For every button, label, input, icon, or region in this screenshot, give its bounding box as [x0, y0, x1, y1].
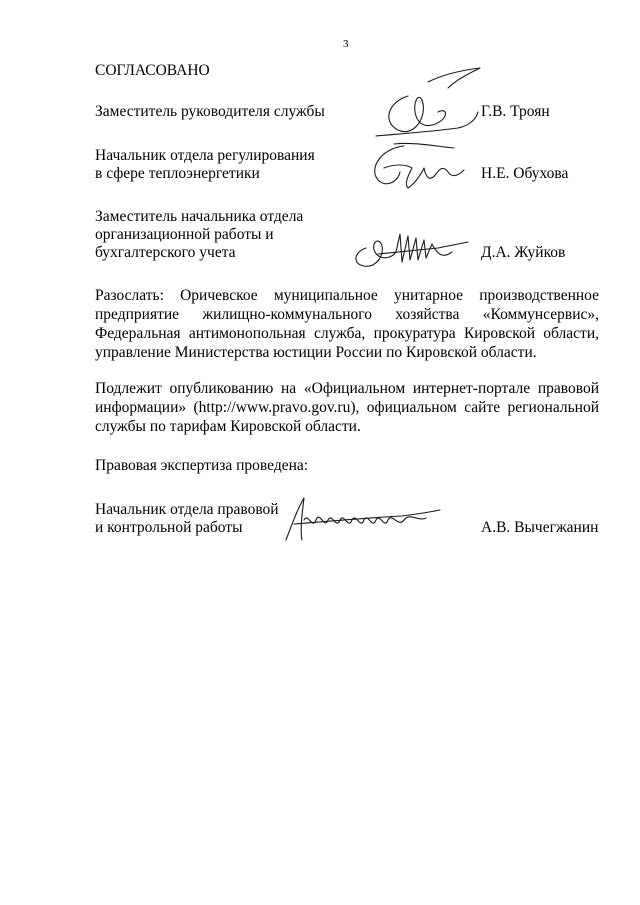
signatory-3-position-line-3: бухгалтерского учета [95, 244, 236, 261]
publication-line: службы по тарифам Кировской области. [95, 418, 361, 435]
legal-signatory-position-line-1: Начальник отдела правовой [95, 501, 279, 518]
signatory-2-position-line-1: Начальник отдела регулирования [95, 147, 315, 164]
signatory-3-position-line-2: организационной работы и [95, 226, 274, 243]
signature-3 [348, 226, 472, 272]
signature-2 [364, 138, 474, 194]
signature-4 [282, 494, 444, 546]
signatory-3-name: Д.А. Жуйков [481, 244, 566, 261]
signatory-1-position: Заместитель руководителя службы [95, 103, 325, 120]
legal-signatory-name: А.В. Вычегжанин [481, 519, 599, 536]
approval-heading: СОГЛАСОВАНО [95, 62, 210, 79]
distribution-paragraph [95, 286, 599, 362]
page-number: 3 [343, 38, 349, 50]
signatory-1-name: Г.В. Троян [481, 103, 550, 120]
distribution-line: управление Министерства юстиции России по Кировской области. [95, 344, 537, 361]
signatory-2-name: Н.Е. Обухова [481, 165, 569, 182]
distribution-line: предприятие жилищно-коммунального хозяйства «Коммунсервис», [95, 306, 599, 323]
publication-line: Подлежит опубликованию на «Официальном интернет-портале правовой [95, 380, 599, 397]
publication-paragraph [95, 379, 599, 436]
legal-review-text: Правовая экспертиза проведена: [95, 457, 309, 474]
distribution-line: Федеральная антимонопольная служба, прокуратура Кировской области, [95, 325, 599, 342]
signatory-2-position-line-2: в сфере теплоэнергетики [95, 165, 260, 182]
legal-signatory-position-line-2: и контрольной работы [95, 519, 243, 536]
distribution-line: Разослать: Оричевское муниципальное унитарное производственное [95, 287, 599, 304]
signatory-3-position-line-1: Заместитель начальника отдела [95, 208, 304, 225]
publication-line: информации» (http://www.pravo.gov.ru), официальном сайте региональной [95, 399, 599, 416]
